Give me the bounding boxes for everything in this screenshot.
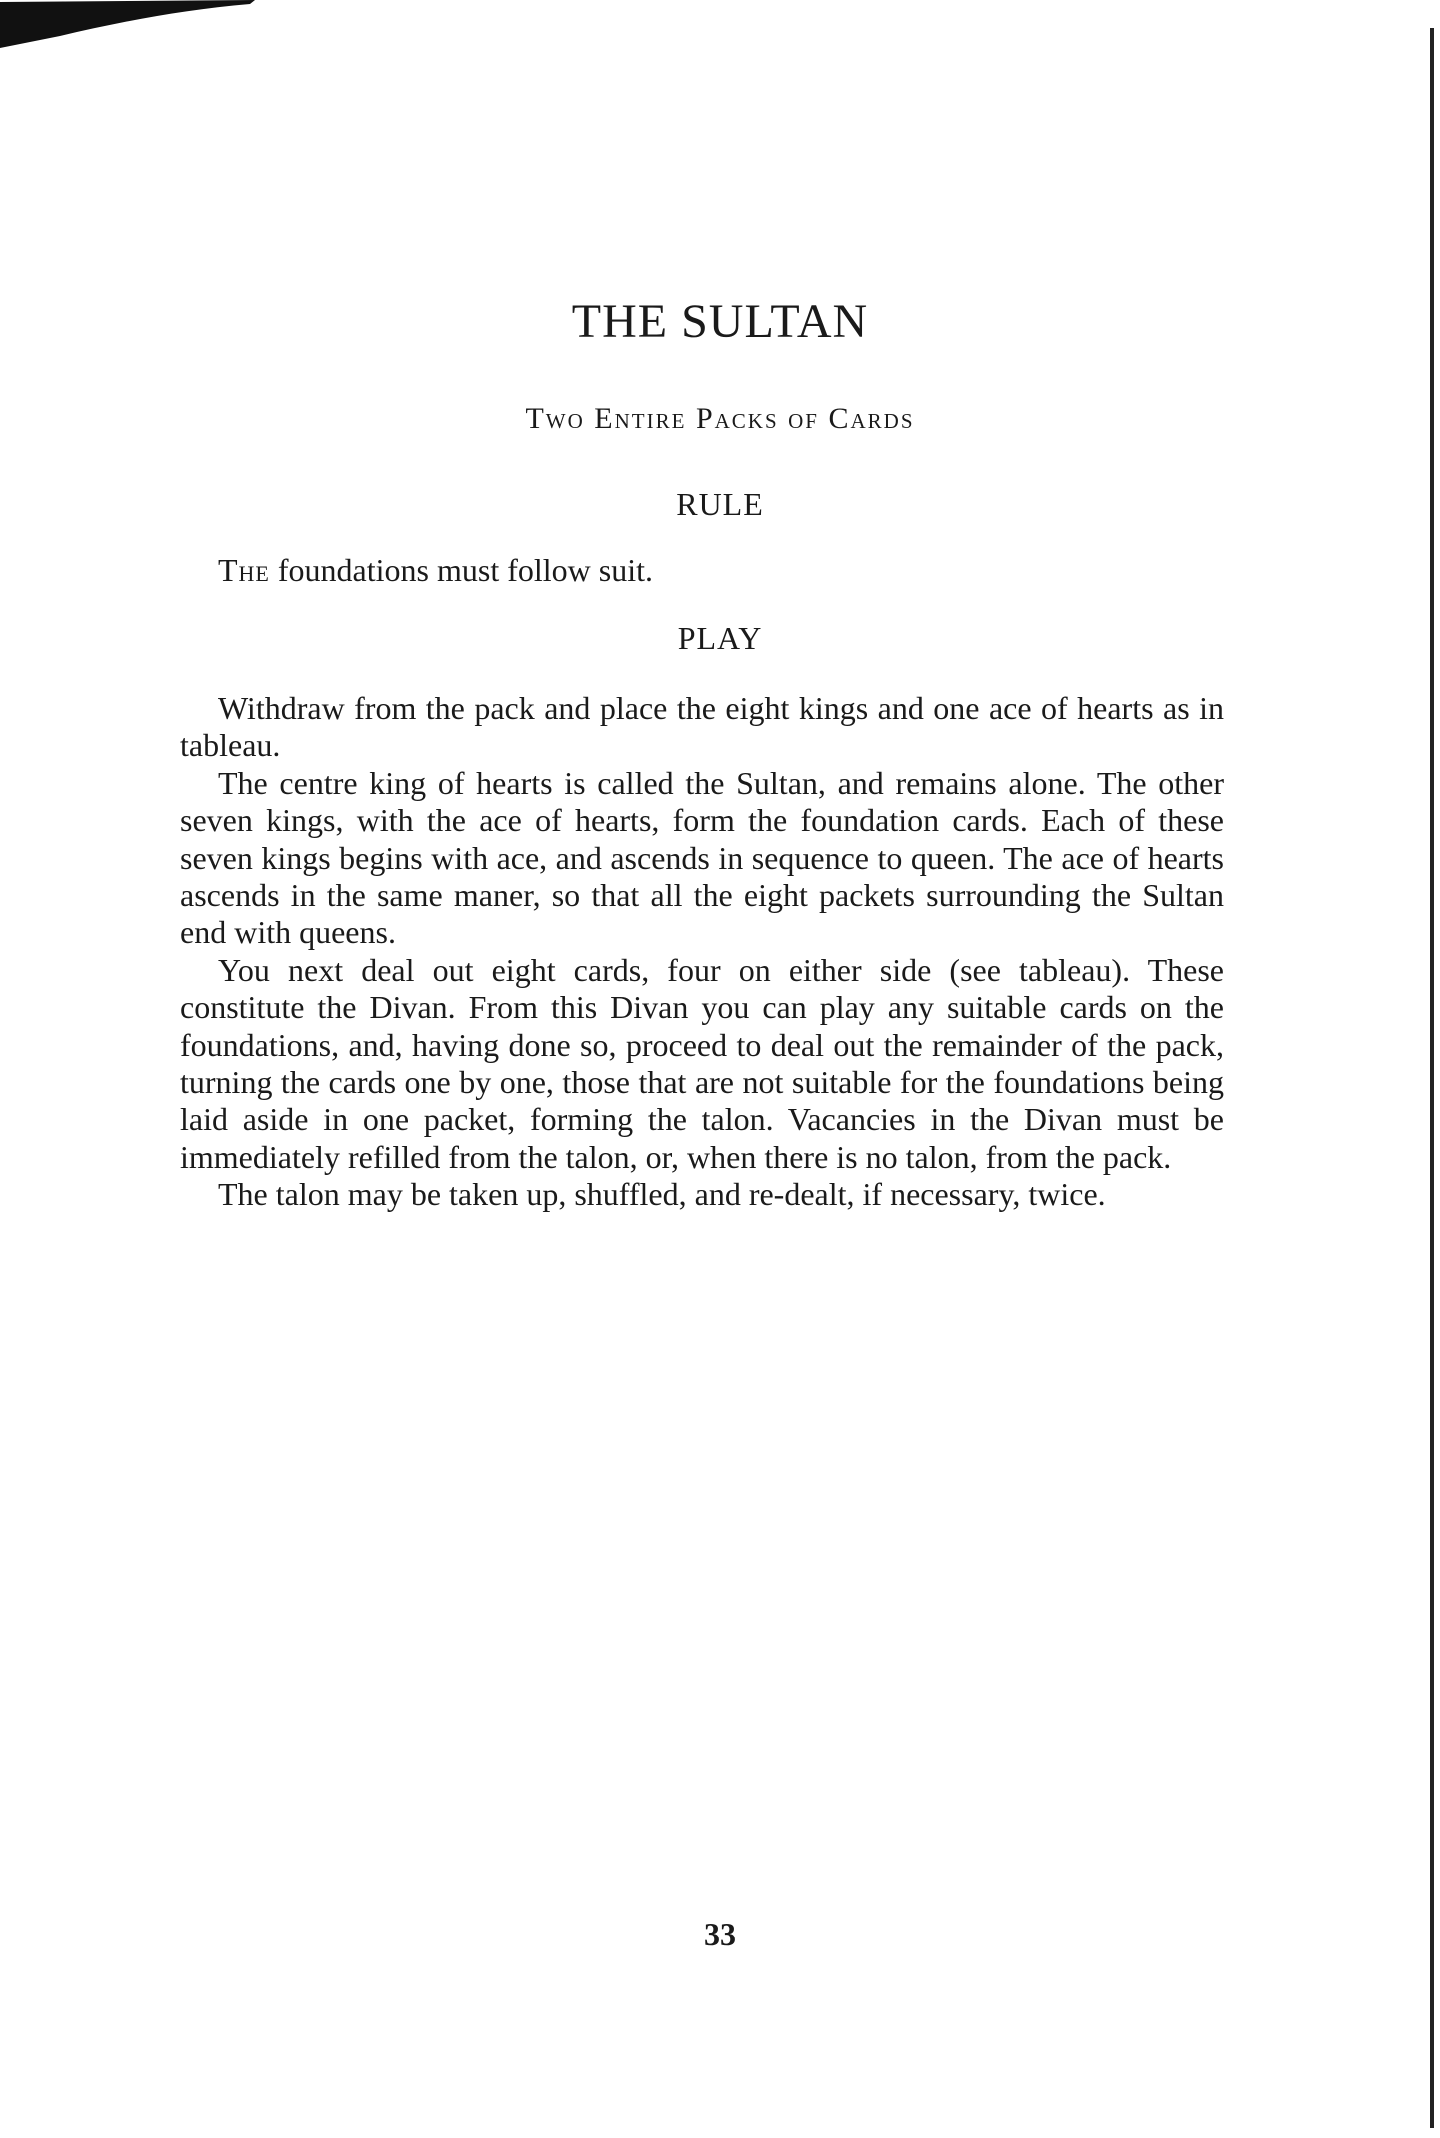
page-number: 33 bbox=[704, 1916, 736, 1952]
play-heading: PLAY bbox=[677, 620, 763, 656]
rule-heading: RULE bbox=[676, 486, 764, 522]
chapter-title: THE SULTAN bbox=[571, 295, 869, 348]
rule-text bbox=[218, 554, 653, 586]
chapter-subtitle: Two Entire Packs of Cards bbox=[525, 402, 915, 435]
scan-corner-mark bbox=[0, 0, 260, 50]
play-body bbox=[180, 690, 1224, 1214]
play-paragraph: The centre king of hearts is called the Sultan, and remains alone. The other seven kings, with the ace of hearts, form the foundation cards. Each of these seven kings begins with ace, and ascends in sequence to queen. The ace of hearts ascends in the same maner, so that all the eight packets surrounding the Sultan end with queens. bbox=[180, 764, 1224, 951]
play-paragraph: Withdraw from the pack and place the eight kings and one ace of hearts as in tableau. bbox=[180, 690, 1224, 764]
play-paragraph: You next deal out eight cards, four on either side (see tableau). These constitute the Divan. From this Divan you can play any suitable cards on the foundations, and, having done so, proceed to deal out the remainder of the pack, turning the cards one by one, those that are not suitable for the foundations being laid aside in one packet, forming the talon. Vacancies in the Divan must be immediately refilled from the talon, or, when there is no talon, from the pack. bbox=[180, 951, 1224, 1175]
rule-lead-word: The bbox=[218, 552, 270, 588]
play-paragraph: The talon may be taken up, shuffled, and re-dealt, if necessary, twice. bbox=[218, 1176, 1106, 1213]
rule-text-rest: foundations must follow suit. bbox=[269, 552, 653, 588]
